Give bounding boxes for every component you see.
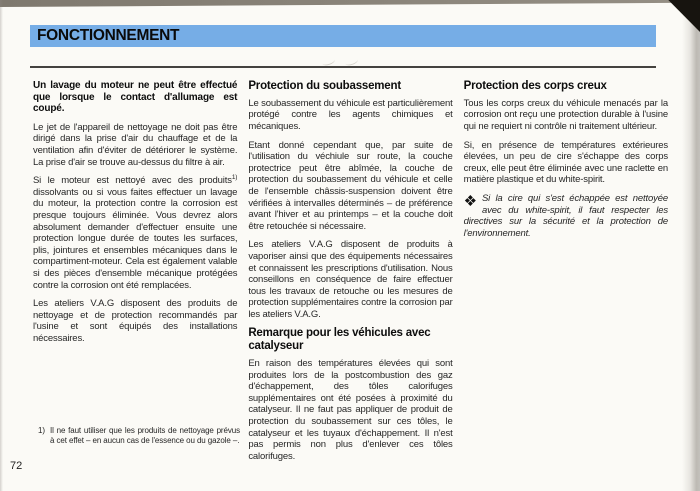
environment-note (464, 193, 668, 239)
paragraph: Si, en présence de températures extérieures élevées, un peu de cire s'échappe des corps creux, elle peut être éliminée avec une raclette en matière plastique et du white-spirit. (463, 139, 668, 186)
page-title: FONCTIONNEMENT (37, 27, 180, 44)
page-left-edge (0, 0, 3, 491)
header-divider (30, 66, 656, 68)
pencil-mark (322, 52, 382, 64)
page-number: 72 (10, 460, 23, 472)
heading-corps-creux: Protection des corps creux (463, 80, 607, 92)
footnote (38, 426, 240, 446)
column-right (464, 80, 668, 469)
footnote-reference: 1) (231, 174, 238, 181)
section-header-band (30, 25, 656, 47)
footnote-text: Il ne faut utiliser que les produits de nettoyage prévus à cet effet – en aucun cas de l'essence ou du gazole –. (50, 426, 240, 445)
paragraph (33, 175, 237, 291)
paragraph: Les ateliers V.A.G disposent des produits de nettoyage et de protection recommandés par l'usine et sont équipés des installations nécessaires. (33, 298, 238, 344)
note-text: Si la cire qui s'est échappée est nettoyée avec du white-spirit, il faut respecter les directives sur la sécurité et la protection de l'environnement. (463, 192, 668, 239)
paragraph: Le jet de l'appareil de nettoyage ne doit pas être dirigé dans la prise d'air du chauffage et de la ventilation afin d'éviter de détériorer le système. La prise d'air se trouve au-dessus du filtre à air. (33, 121, 238, 168)
photo-surface-strip (0, 0, 700, 7)
page-edge-shadow (682, 0, 700, 491)
engine-wash-warning: Un lavage du moteur ne peut être effectué que lorsque le contact d'allumage est coupé. (33, 80, 238, 115)
paragraph: En raison des températures élevées qui sont produites lors de la postcombustion des gaz d'échappement, des tôles calorifuges supplémentaires ont été posées à proximité du catalyseur. Il ne faut pas appliquer de produit de protection du soubassement sur ces tôles, le catalyseur et les tuyaux d'échappement. Il n'est pas permis non plus d'enlever ces tôles calorifuges. (248, 358, 453, 462)
paragraph: Etant donné cependant que, par suite de l'utilisation du véchiule sur route, la couche protectrice peut être abîmée, la couche de protection du soubassement du véhicule et celle de l'ensemble châssis-suspension doivent être vérifiées à intervalles déterminés – de préférence avant l'hiver et au printemps – et la couche doit être retouchée si nécessaire. (248, 139, 453, 232)
column-middle (248, 80, 452, 469)
heading-catalyseur: Remarque pour les véhicules avec catalyseur (248, 327, 431, 353)
text-columns (33, 80, 668, 469)
paragraph-text: dissolvants ou si vous faites effectuer un lavage du moteur, la protection contre la corrosion est presque toujours éliminée. Vous devrez alors absolument demander d'effectuer ensuite une protection longue durée de toutes les surfaces, plis, jointures et ensembles mécaniques dans le compartiment-moteur. Cela est également valable si des pièces d'ensemble mécanique protégées contre la corrosion ont été remplacées. (33, 186, 238, 291)
paragraph: Les ateliers V.A.G disposent de produits à vaporiser ainsi que des équipements nécessaires et connaissent les prescriptions d'utilisation. Nous conseillons en conséquence de faire effectuer tous les travaux de retouche ou les mesures de protection supplémentaires contre la corrosion par les ateliers V.A.G. (248, 239, 453, 320)
footnote-marker: 1) (38, 426, 45, 435)
paragraph: Tous les corps creux du véhicule menacés par la corrosion ont reçu une protection durable à l'usine qui ne requiert ni contrôle ni traitement ultérieur. (463, 97, 668, 132)
diamond-cluster-icon: ❖ (463, 192, 477, 210)
heading-soubassement: Protection du soubassement (248, 80, 401, 92)
paragraph-text: Si le moteur est nettoyé avec des produits (33, 175, 232, 187)
paragraph: Le soubassement du véhicule est particulièrement protégé contre les agents chimiques et mécaniques. (248, 97, 453, 132)
column-left (33, 80, 237, 469)
